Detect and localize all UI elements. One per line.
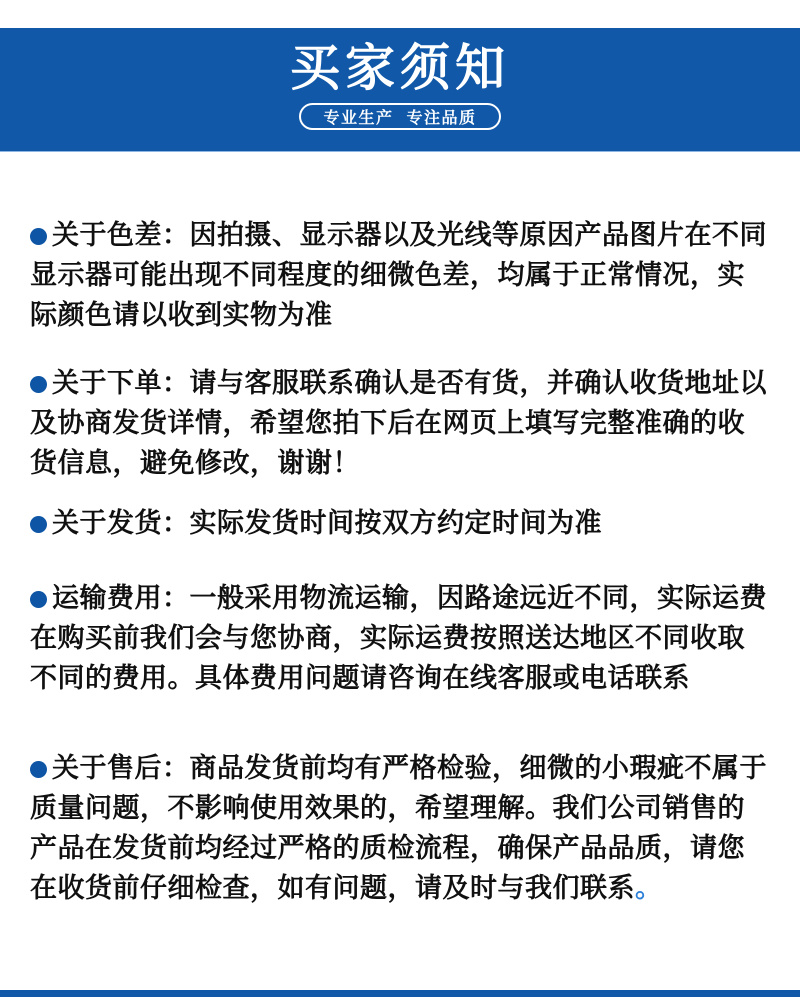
bullet-dot-icon: [30, 228, 47, 245]
notice-item-after-sales: [30, 748, 772, 908]
notice-text: 关于下单：请与客服联系确认是否有货，并确认收货地址以及协商发货详情，希望您拍下后在网页上填写完整准确的收货信息，避免修改，谢谢！: [30, 368, 767, 478]
notice-item-color-difference: [30, 215, 772, 335]
bullet-dot-icon: [30, 516, 47, 533]
notice-text: 关于发货：实际发货时间按双方约定时间为准: [52, 508, 602, 538]
notice-tail-period: 。: [635, 873, 663, 903]
notice-text: 运输费用：一般采用物流运输，因路途远近不同，实际运费在购买前我们会与您协商，实际运费按照送达地区不同收取不同的费用。具体费用问题请咨询在线客服或电话联系: [30, 583, 767, 693]
next-section-edge: [0, 990, 800, 997]
page-title: 买家须知: [290, 40, 510, 96]
bullet-dot-icon: [30, 761, 47, 778]
notice-list: [0, 153, 800, 908]
notice-item-freight-cost: [30, 578, 772, 698]
notice-text: 关于售后：商品发货前均有严格检验，细微的小瑕疵不属于质量问题，不影响使用效果的，希望理解。我们公司销售的产品在发货前均经过严格的质检流程，确保产品品质，请您在收货前仔细检查，如有问题，请及时与我们联系: [30, 753, 767, 903]
header-banner: [0, 28, 800, 152]
notice-text: 关于色差：因拍摄、显示器以及光线等原因产品图片在不同显示器可能出现不同程度的细微色差，均属于正常情况，实际颜色请以收到实物为准: [30, 220, 767, 330]
bullet-dot-icon: [30, 376, 47, 393]
tagline-text: 专业生产 专注品质: [323, 110, 477, 127]
notice-item-ordering: [30, 363, 772, 483]
tagline-pill: [299, 103, 501, 130]
bullet-dot-icon: [30, 591, 47, 608]
notice-item-shipping-time: [30, 503, 772, 543]
